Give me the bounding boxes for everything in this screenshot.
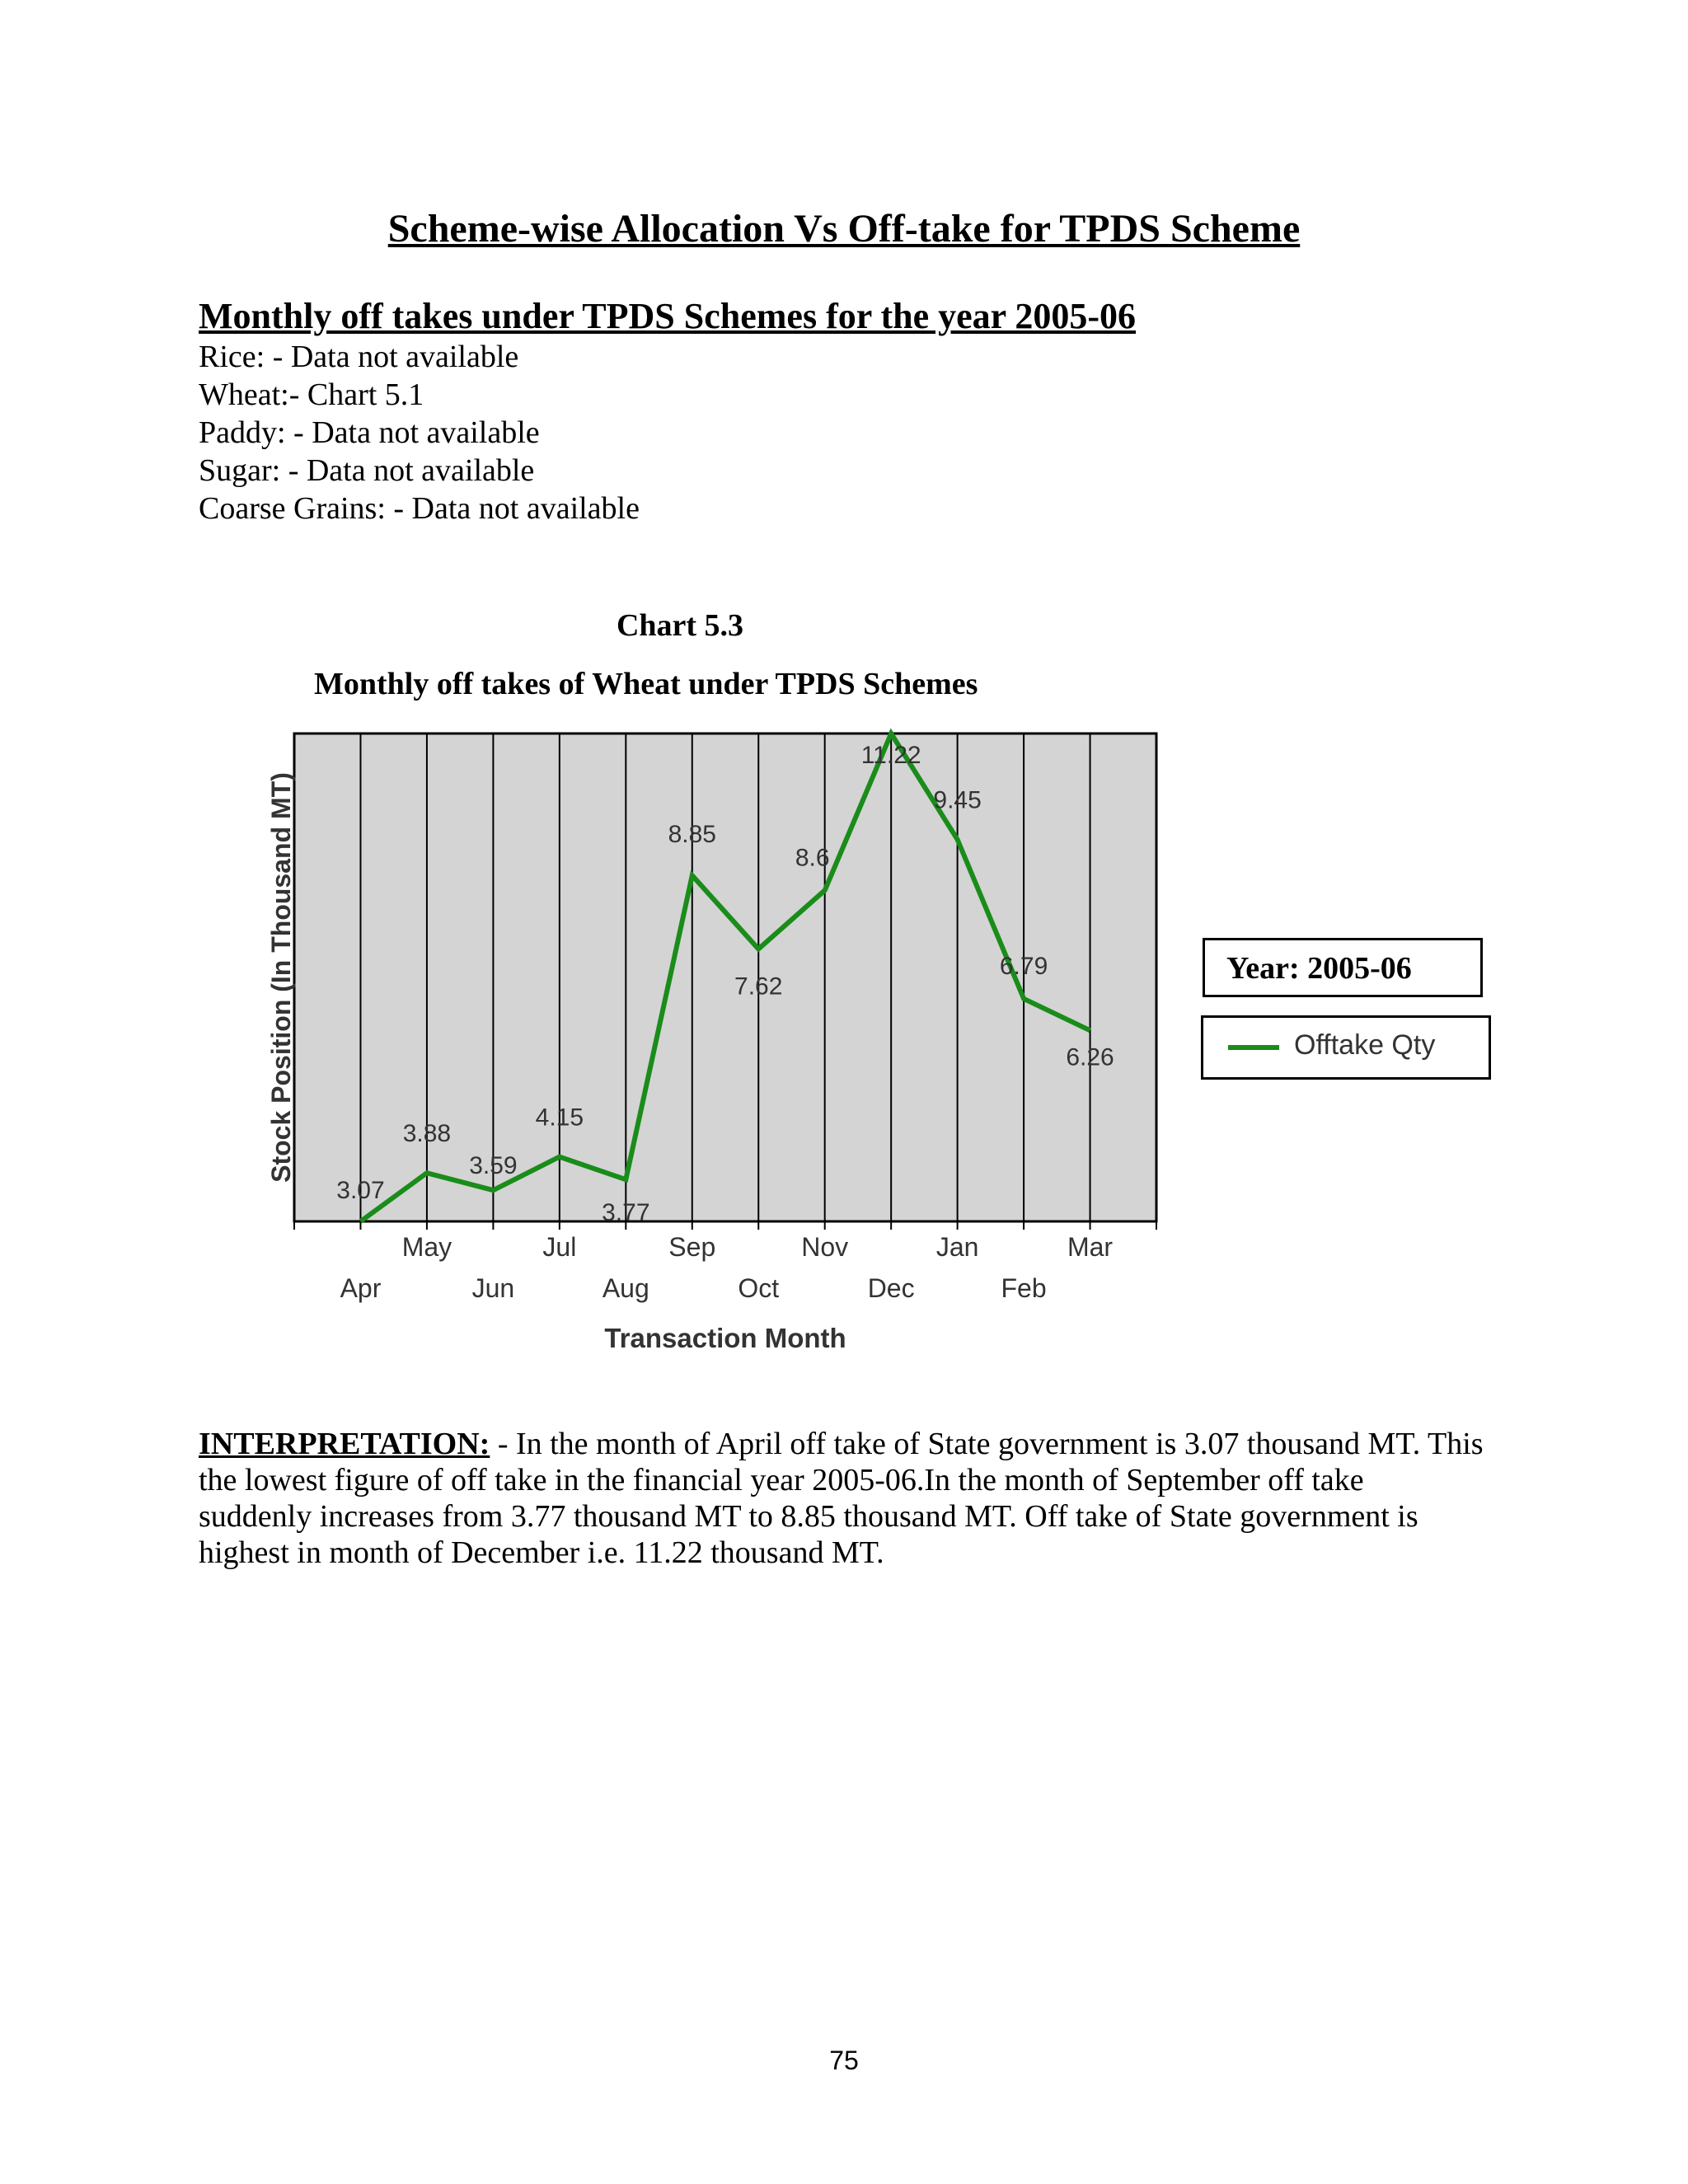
legend-swatch-offtake-qty [1228, 1045, 1279, 1050]
interpretation-paragraph [199, 1426, 1484, 1571]
data-label: 11.22 [860, 742, 921, 769]
interpretation-heading: INTERPRETATION: [199, 1427, 490, 1461]
data-label: 3.77 [602, 1199, 650, 1227]
page-title: Scheme-wise Allocation Vs Off-take for TPDS Scheme [387, 207, 1301, 251]
data-label: 6.79 [999, 952, 1048, 980]
legend-year-text: Year: 2005-06 [1226, 951, 1412, 986]
data-label: 8.85 [668, 821, 716, 849]
availability-item-sugar: Sugar: - Data not available [199, 453, 535, 488]
interpretation-text: - In the month of April off take of State government is 3.07 thousand MT. This the lowest figure of off take in the financial year 2005-06.In the month of September off take suddenly increases from 3.77 thousand MT to 8.85 thousand MT. Off take of State government is highest in month of December i.e. 11.22 thousand MT. [199, 1427, 1484, 1570]
data-label: 3.88 [402, 1120, 452, 1148]
section-heading: Monthly off takes under TPDS Schemes for the year 2005-06 [199, 296, 1137, 336]
x-tick-label: Jul [542, 1232, 577, 1262]
legend-year-box [1203, 938, 1483, 997]
x-tick-label: Sep [668, 1232, 716, 1262]
x-tick-label: Aug [602, 1273, 649, 1303]
x-tick-label: Dec [867, 1273, 915, 1303]
x-tick-label: Jan [935, 1232, 979, 1262]
x-tick-label: Mar [1067, 1232, 1114, 1262]
data-label: 7.62 [734, 972, 783, 1001]
y-axis-label: Stock Position (In Thousand MT) [266, 772, 296, 1183]
x-tick-label: Oct [738, 1273, 780, 1303]
x-axis-tick-labels [340, 1232, 1114, 1303]
legend [1201, 1015, 1491, 1080]
x-tick-label: Jun [471, 1273, 515, 1303]
x-axis-label: Transaction Month [604, 1323, 846, 1353]
availability-item-paddy: Paddy: - Data not available [199, 415, 540, 450]
data-label: 9.45 [933, 786, 982, 814]
availability-item-coarse-grains: Coarse Grains: - Data not available [199, 491, 640, 526]
x-tick-label: Feb [1001, 1273, 1047, 1303]
data-label: 4.15 [535, 1104, 584, 1132]
x-tick-label: Nov [801, 1232, 849, 1262]
data-label: 6.26 [1066, 1043, 1114, 1071]
legend-label-offtake-qty: Offtake Qty [1294, 1029, 1436, 1061]
data-label: 3.07 [336, 1177, 385, 1204]
chart-number: Chart 5.3 [616, 608, 744, 643]
chart-title: Monthly off takes of Wheat under TPDS Schemes [314, 667, 978, 701]
data-label: 8.6 [795, 844, 830, 872]
availability-item-wheat: Wheat:- Chart 5.1 [199, 377, 424, 412]
x-tick-label: May [401, 1232, 452, 1262]
data-label: 3.59 [469, 1152, 518, 1180]
page-number: 75 [829, 2046, 859, 2075]
x-tick-label: Apr [340, 1273, 382, 1303]
availability-item-rice: Rice: - Data not available [199, 340, 519, 374]
